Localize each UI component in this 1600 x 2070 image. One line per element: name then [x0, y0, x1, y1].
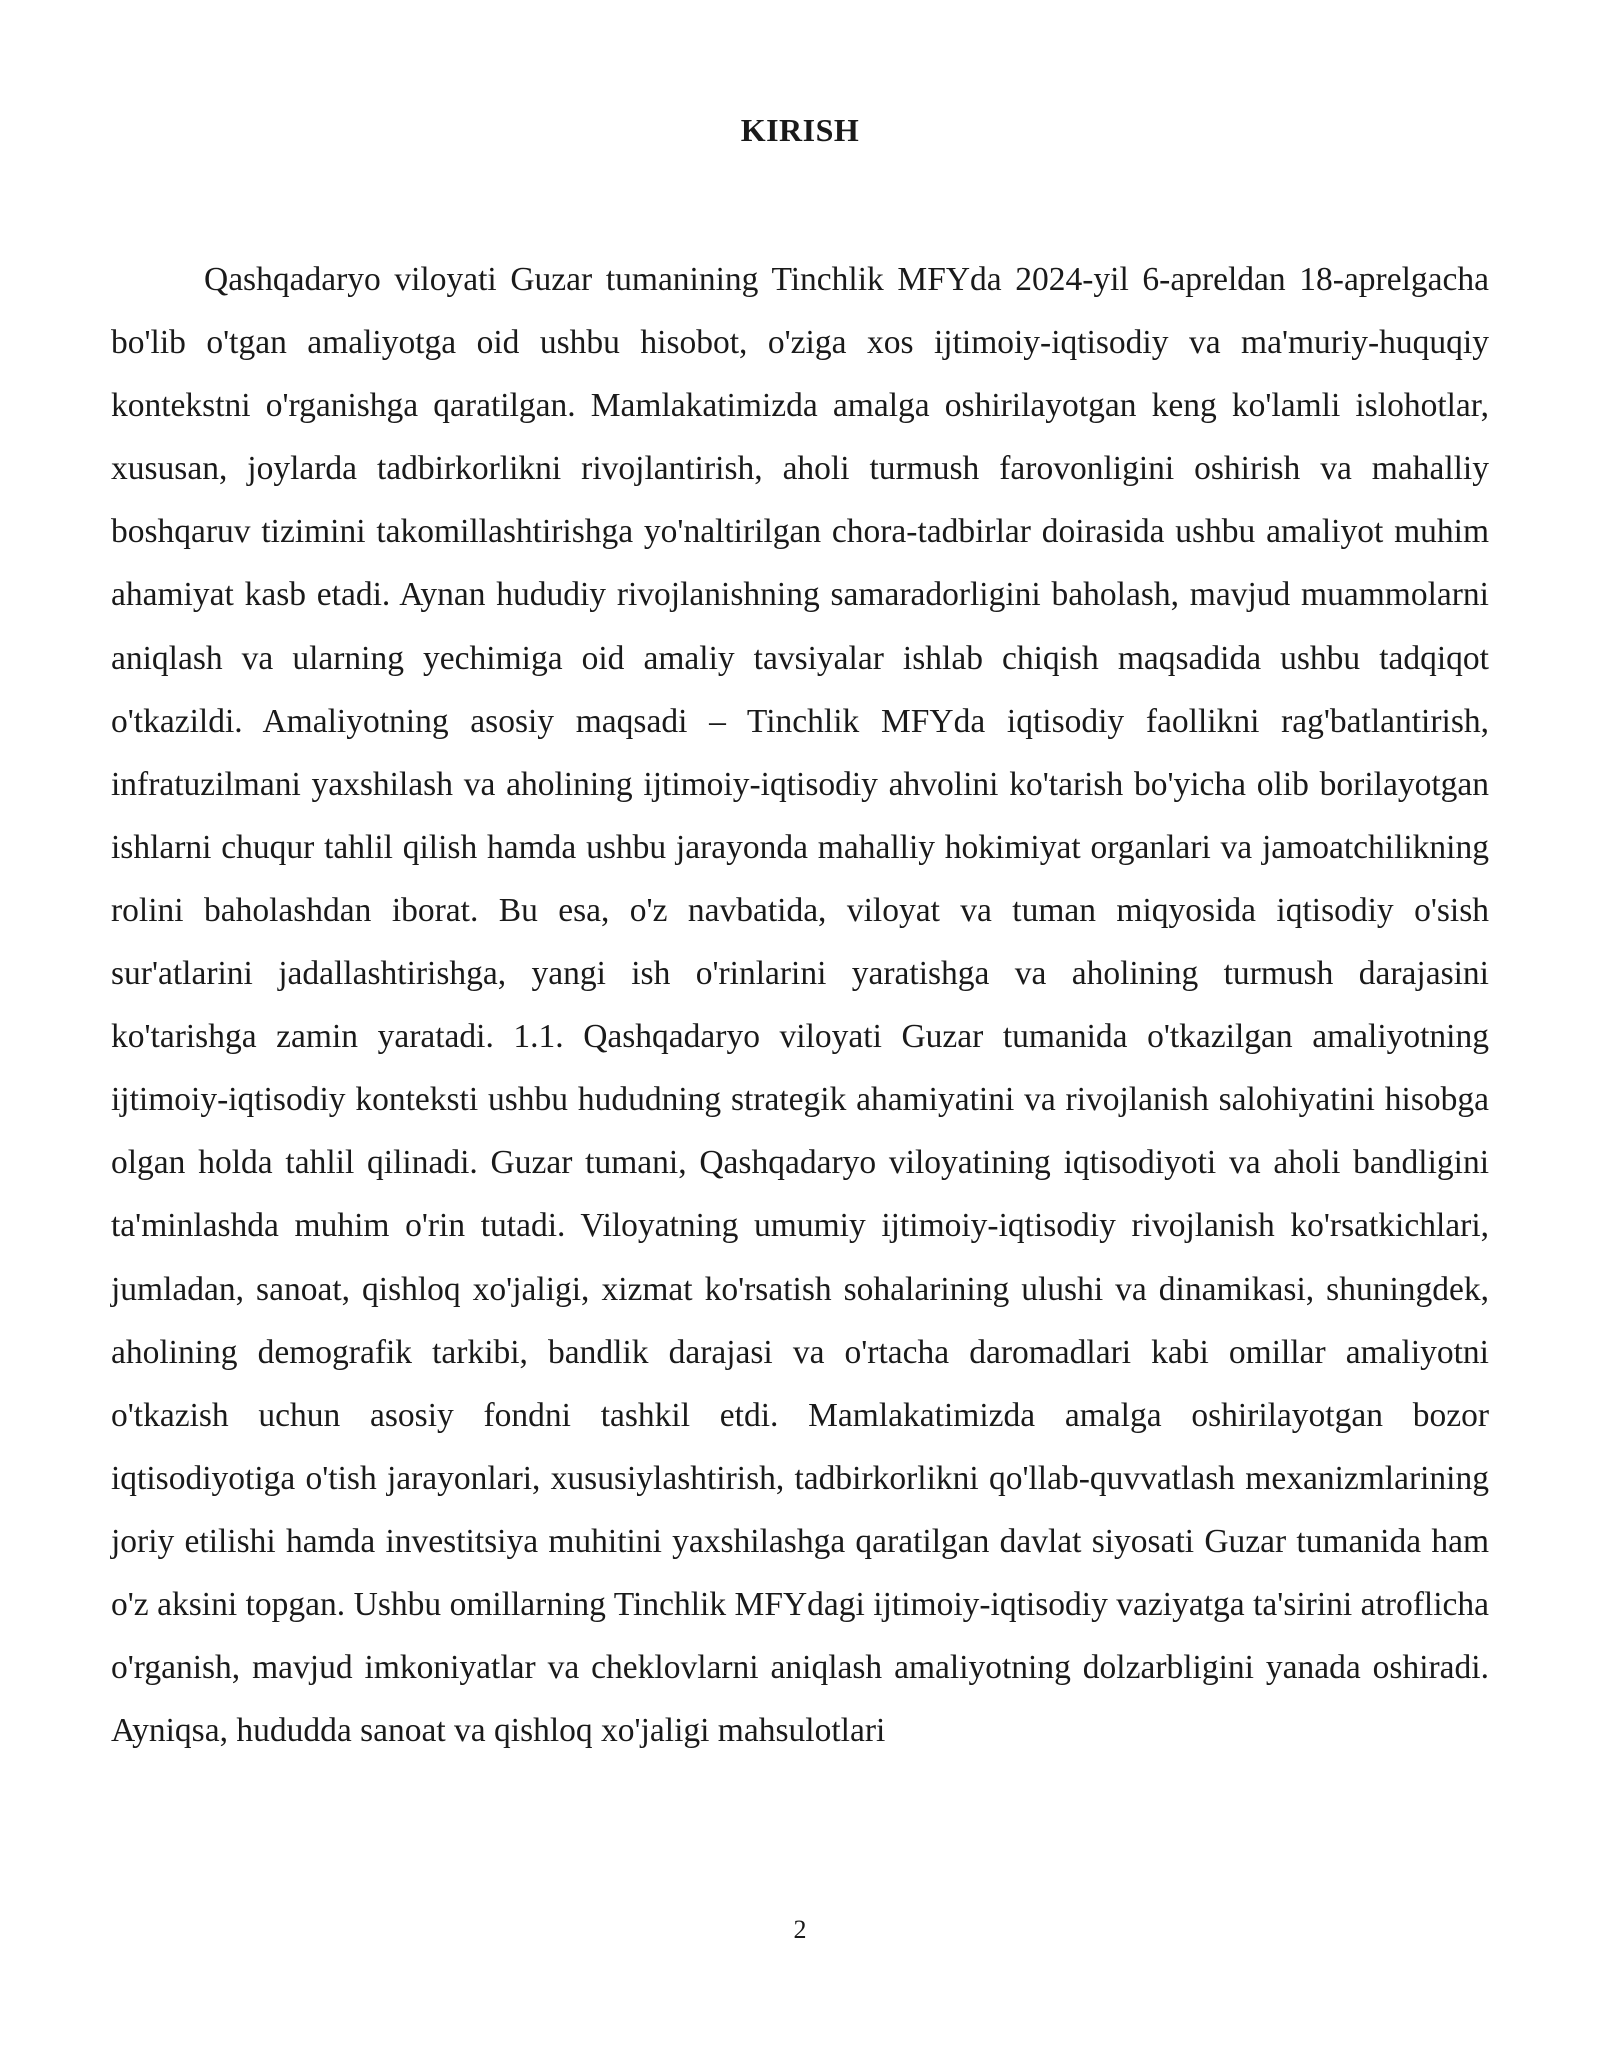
- section-heading: KIRISH: [740, 112, 860, 148]
- body-paragraph: Qashqadaryo viloyati Guzar tumanining Tinchlik MFYda 2024-yil 6-apreldan 18-aprelgacha bo'lib o'tgan amaliyotga oid ushbu hisobot, o'ziga xos ijtimoiy-iqtisodiy va ma'muriy-huquqiy kontekstni o'rganishga qaratilgan. Mamlakatimizda amalga oshirilayotgan keng ko'lamli islohotlar, xususan, joylarda tadbirkorlikni rivojlantirish, aholi turmush farovonligini oshirish va mahalliy boshqaruv tizimini takomillashtirishga yo'naltirilgan chora-tadbirlar doirasida ushbu amaliyot muhim ahamiyat kasb etadi. Aynan hududiy rivojlanishning samaradorligini baholash, mavjud muammolarni aniqlash va ularning yechimiga oid amaliy tavsiyalar ishlab chiqish maqsadida ushbu tadqiqot o'tkazildi. Amaliyotning asosiy maqsadi – Tinchlik MFYda iqtisodiy faollikni rag'batlantirish, infratuzilmani yaxshilash va aholining ijtimoiy-iqtisodiy ahvolini ko'tarish bo'yicha olib borilayotgan ishlarni chuqur tahlil qilish hamda ushbu jarayonda mahalliy hokimiyat organlari va jamoatchilikning rolini baholashdan iborat. Bu esa, o'z navbatida, viloyat va tuman miqyosida iqtisodiy o'sish sur'atlarini jadallashtirishga, yangi ish o'rinlarini yaratishga va aholining turmush darajasini ko'tarishga zamin yaratadi. 1.1. Qashqadaryo viloyati Guzar tumanida o'tkazilgan amaliyotning ijtimoiy-iqtisodiy konteksti ushbu hududning strategik ahamiyatini va rivojlanish salohiyatini hisobga olgan holda tahlil qilinadi. Guzar tumani, Qashqadaryo viloyatining iqtisodiyoti va aholi bandligini ta'minlashda muhim o'rin tutadi. Viloyatning umumiy ijtimoiy-iqtisodiy rivojlanish ko'rsatkichlari, jumladan, sanoat, qishloq xo'jaligi, xizmat ko'rsatish sohalarining ulushi va dinamikasi, shuningdek, aholining demografik tarkibi, bandlik darajasi va o'rtacha daromadlari kabi omillar amaliyotni o'tkazish uchun asosiy fondni tashkil etdi. Mamlakatimizda amalga oshirilayotgan bozor iqtisodiyotiga o'tish jarayonlari, xususiylashtirish, tadbirkorlikni qo'llab-quvvatlash mexanizmlarining joriy etilishi hamda investitsiya muhitini yaxshilashga qaratilgan davlat siyosati Guzar tumanida ham o'z aksini topgan. Ushbu omillarning Tinchlik MFYdagi ijtimoiy-iqtisodiy vaziyatga ta'sirini atroflicha o'rganish, mavjud imkoniyatlar va cheklovlarni aniqlash amaliyotning dolzarbligini yanada oshiradi. Ayniqsa, hududda sanoat va qishloq xo'jaligi mahsulotlari: [111, 261, 1489, 1750]
- page-number: 2: [793, 1915, 807, 1944]
